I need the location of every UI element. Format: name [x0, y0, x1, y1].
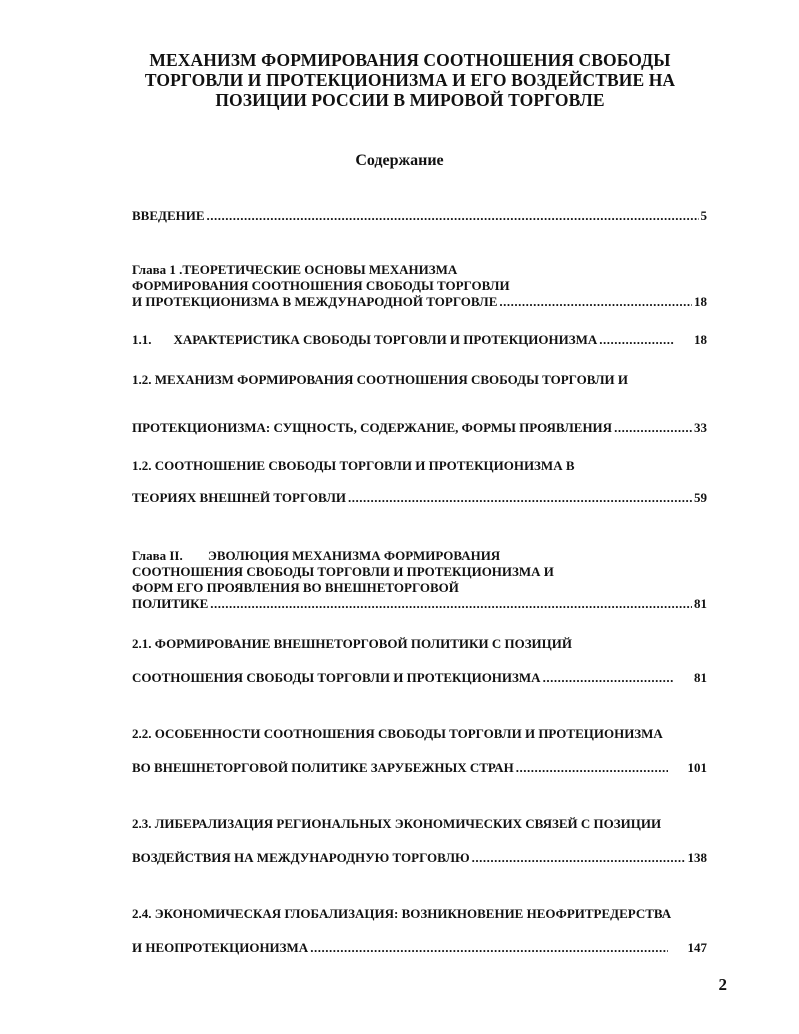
dot-leader [210, 596, 692, 612]
toc-entry-label: ВОЗДЕЙСТВИЯ НА МЕЖДУНАРОДНУЮ ТОРГОВЛЮ [132, 850, 470, 865]
toc-page-number: 147 [687, 940, 707, 955]
toc-page-number: 18 [694, 294, 707, 309]
toc-page-number: 81 [694, 596, 707, 611]
toc-entry-label: ХАРАКТЕРИСТИКА СВОБОДЫ ТОРГОВЛИ И ПРОТЕКЦИОНИЗМА [173, 332, 598, 347]
toc-entry-1-1[interactable] [132, 332, 707, 348]
toc-entry-chapter1[interactable] [132, 294, 707, 310]
dot-leader [472, 850, 686, 866]
contents-heading: Содержание [355, 152, 444, 169]
dot-leader [310, 940, 667, 956]
chapter2-line-3[interactable]: ФОРМ ЕГО ПРОЯВЛЕНИЯ ВО ВНЕШНЕТОРГОВОЙ [132, 580, 459, 595]
toc-entry-label: ТЕОРИЯХ ВНЕШНЕЙ ТОРГОВЛИ [132, 490, 346, 505]
dot-leader [499, 294, 692, 310]
toc-page-number: 81 [694, 670, 707, 685]
toc-page-number: 18 [694, 332, 707, 347]
toc-entry-intro[interactable] [132, 208, 707, 224]
title-line-3: ПОЗИЦИИ РОССИИ В МИРОВОЙ ТОРГОВЛЕ [215, 90, 605, 110]
dot-leader [348, 490, 692, 506]
chapter1-line-1[interactable]: Глава 1 .ТЕОРЕТИЧЕСКИЕ ОСНОВЫ МЕХАНИЗМА [132, 262, 458, 277]
dot-leader [614, 420, 692, 436]
toc-entry-1-2[interactable] [132, 420, 707, 436]
toc-page-number: 5 [700, 208, 707, 223]
chapter1-line-2[interactable]: ФОРМИРОВАНИЯ СООТНОШЕНИЯ СВОБОДЫ ТОРГОВЛИ [132, 278, 510, 293]
chapter2-prefix: Глава II. [132, 548, 183, 563]
title-line-1: МЕХАНИЗМ ФОРМИРОВАНИЯ СООТНОШЕНИЯ СВОБОДЫ [149, 50, 671, 70]
toc-entry-2-1[interactable] [132, 670, 707, 686]
toc-section-number: 1.1. [132, 332, 152, 347]
toc-entry-2-2-line-1[interactable]: 2.2. ОСОБЕННОСТИ СООТНОШЕНИЯ СВОБОДЫ ТОРГОВЛИ И ПРОТЕЦИОНИЗМА [132, 726, 663, 741]
toc-entry-1-2-line-1[interactable]: 1.2. МЕХАНИЗМ ФОРМИРОВАНИЯ СООТНОШЕНИЯ СВОБОДЫ ТОРГОВЛИ И [132, 372, 629, 387]
chapter2-line-1[interactable] [132, 548, 500, 564]
toc-entry-2-4[interactable] [132, 940, 707, 956]
toc-entry-2-1-line-1[interactable]: 2.1. ФОРМИРОВАНИЕ ВНЕШНЕТОРГОВОЙ ПОЛИТИКИ С ПОЗИЦИЙ [132, 636, 573, 651]
page-number: 2 [718, 975, 727, 994]
toc-entry-chapter2[interactable] [132, 596, 707, 612]
toc-entry-label: СООТНОШЕНИЯ СВОБОДЫ ТОРГОВЛИ И ПРОТЕКЦИОНИЗМА [132, 670, 541, 685]
chapter2-line-2[interactable]: СООТНОШЕНИЯ СВОБОДЫ ТОРГОВЛИ И ПРОТЕКЦИОНИЗМА И [132, 564, 554, 579]
toc-entry-label: И ПРОТЕКЦИОНИЗМА В МЕЖДУНАРОДНОЙ ТОРГОВЛЕ [132, 294, 498, 309]
dot-leader [516, 760, 668, 776]
toc-page-number: 138 [687, 850, 707, 865]
toc-page-number: 59 [694, 490, 707, 505]
toc-entry-2-2[interactable] [132, 760, 707, 776]
toc-entry-2-3[interactable] [132, 850, 707, 866]
toc-entry-1-3[interactable] [132, 490, 707, 506]
dot-leader [599, 332, 674, 348]
toc-page-number: 33 [694, 420, 707, 435]
document-title [130, 50, 690, 110]
dot-leader [207, 208, 699, 224]
title-line-2: ТОРГОВЛИ И ПРОТЕКЦИОНИЗМА И ЕГО ВОЗДЕЙСТВИЕ НА [144, 70, 676, 90]
toc-entry-label: ПРОТЕКЦИОНИЗМА: СУЩНОСТЬ, СОДЕРЖАНИЕ, ФОРМЫ ПРОЯВЛЕНИЯ [132, 420, 613, 435]
toc-entry-2-3-line-1[interactable]: 2.3. ЛИБЕРАЛИЗАЦИЯ РЕГИОНАЛЬНЫХ ЭКОНОМИЧЕСКИХ СВЯЗЕЙ С ПОЗИЦИИ [132, 816, 662, 831]
toc-entry-label: ПОЛИТИКЕ [132, 596, 209, 611]
toc-entry-label: ВВЕДЕНИЕ [132, 208, 205, 223]
toc-entry-1-3-line-1[interactable]: 1.2. СООТНОШЕНИЕ СВОБОДЫ ТОРГОВЛИ И ПРОТЕКЦИОНИЗМА В [132, 458, 575, 473]
chapter2-title-start: ЭВОЛЮЦИЯ МЕХАНИЗМА ФОРМИРОВАНИЯ [208, 548, 501, 563]
toc-entry-label: И НЕОПРОТЕКЦИОНИЗМА [132, 940, 309, 955]
toc-page-number: 101 [687, 760, 707, 775]
toc-entry-2-4-line-1[interactable]: 2.4. ЭКОНОМИЧЕСКАЯ ГЛОБАЛИЗАЦИЯ: ВОЗНИКНОВЕНИЕ НЕОФРИТРЕДЕРСТВА [132, 906, 672, 921]
toc-entry-label: ВО ВНЕШНЕТОРГОВОЙ ПОЛИТИКЕ ЗАРУБЕЖНЫХ СТРАН [132, 760, 514, 775]
dot-leader [543, 670, 674, 686]
